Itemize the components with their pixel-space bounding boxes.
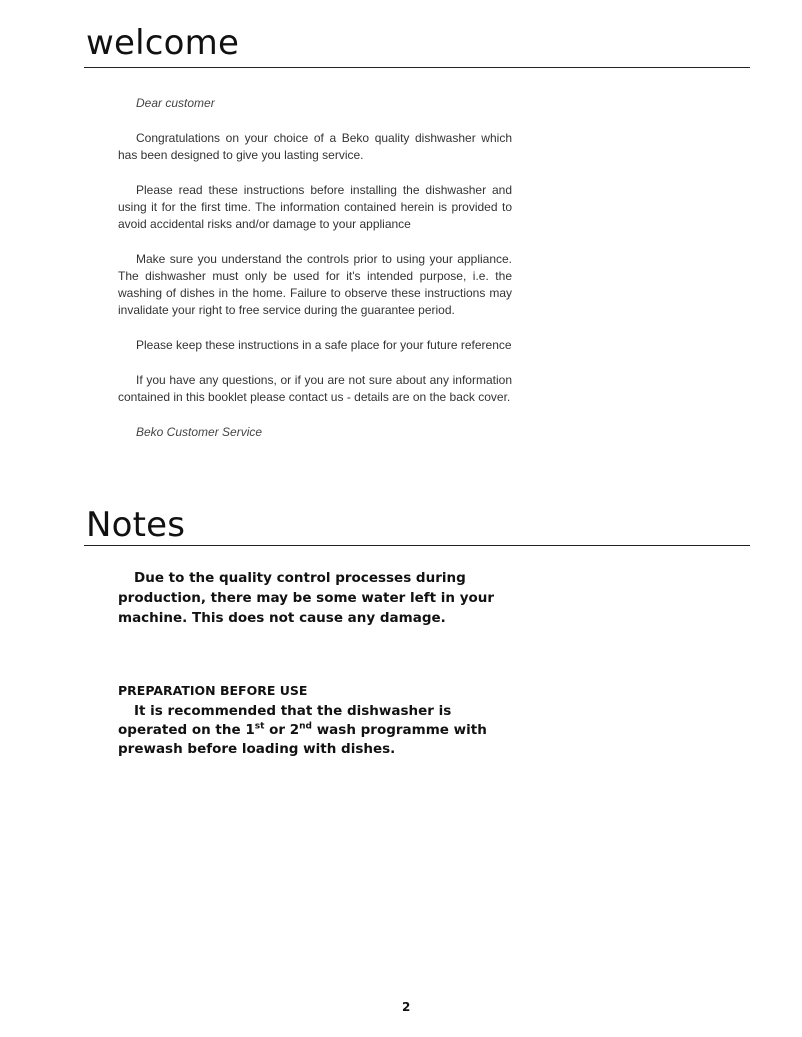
letter-paragraph: Please keep these instructions in a safe place for your future reference [136,338,512,352]
letter-paragraph: Congratulations on your choice of a Beko quality dishwasher which has been designed to give you lasting service. [118,131,512,162]
letter-paragraph: Make sure you understand the controls prior to using your appliance. The dishwasher must only be used for it's intended purpose, i.e. the washing of dishes in the home. Failure to observe these instructions may invalidate your right to free service during the guarantee period. [118,252,512,317]
preparation-heading: PREPARATION BEFORE USE [118,683,308,698]
salutation: Dear customer [136,96,215,110]
letter-signoff: Beko Customer Service [136,425,263,439]
page-number: 2 [402,1000,411,1014]
ordinal-suffix: nd [299,721,312,732]
welcome-heading: welcome [86,23,240,63]
welcome-letter-body [118,130,512,459]
preparation-text-part: or 2 [264,722,300,738]
welcome-divider [84,67,750,68]
preparation-text-part: wash programme with prewash before loading with dishes. [118,722,487,757]
water-notice: Due to the quality control processes during production, there may be some water left in your machine. This does not cause any damage. [118,570,495,626]
notes-heading: Notes [86,505,186,545]
preparation-text [118,702,518,759]
preparation-text-part: It is recommended that the dishwasher is operated on the 1 [118,703,452,738]
notes-body [118,568,514,628]
letter-paragraph: Please read these instructions before installing the dishwasher and using it for the first time. The information contained herein is provided to avoid accidental risks and/or damage to your appliance [118,183,512,231]
letter-paragraph: If you have any questions, or if you are not sure about any information contained in this booklet please contact us - details are on the back cover. [118,373,512,404]
notes-divider [84,545,750,546]
ordinal-suffix: st [254,721,265,732]
